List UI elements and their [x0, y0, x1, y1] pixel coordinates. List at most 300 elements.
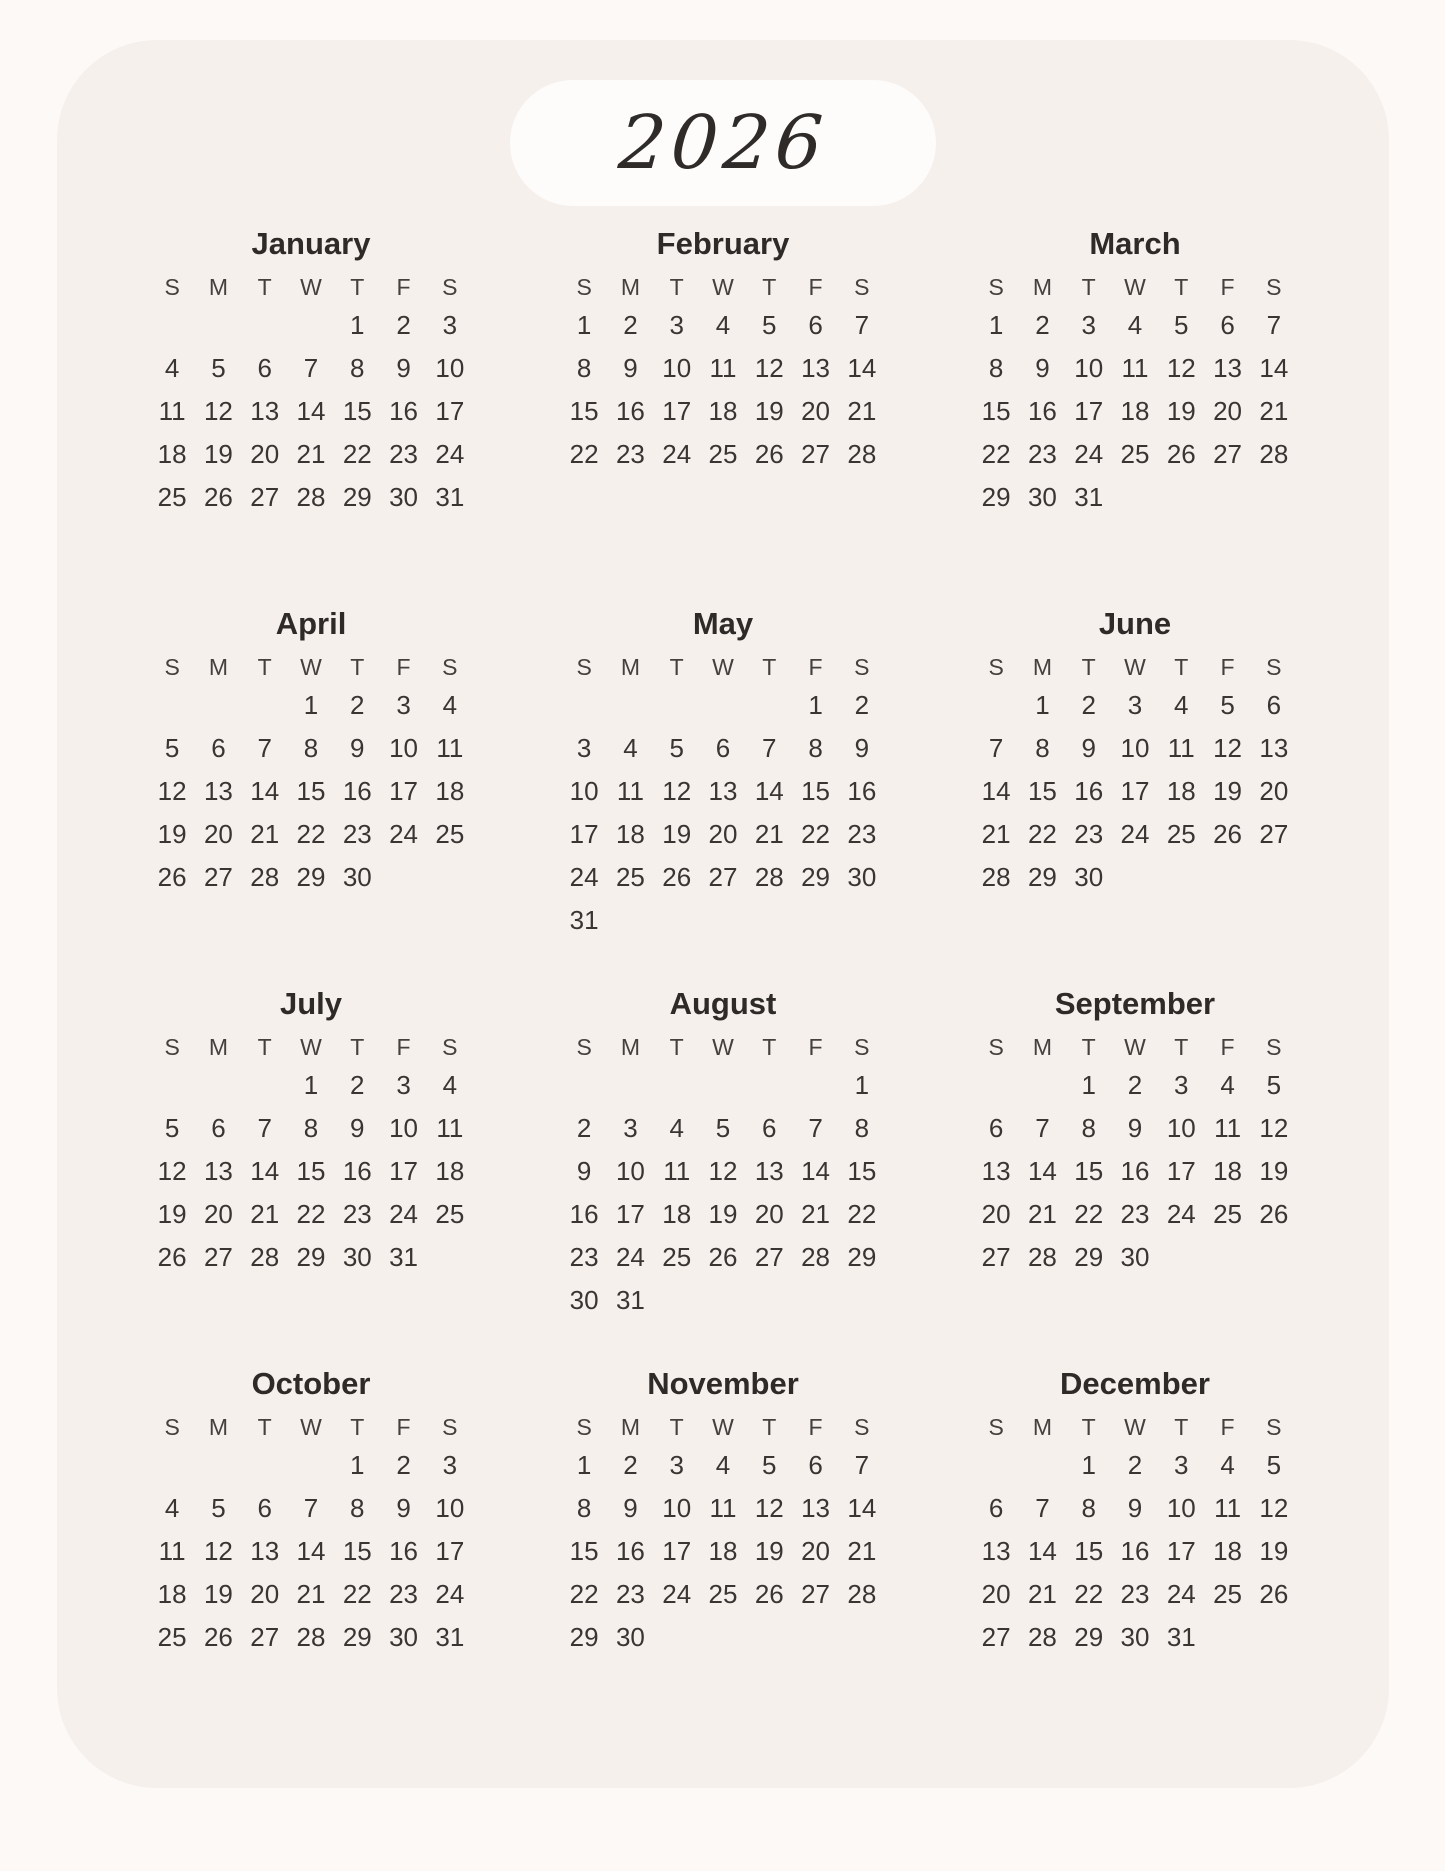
- day-cell: 23: [847, 819, 877, 849]
- day-cell: 7: [808, 1113, 823, 1143]
- day-cell: 9: [623, 353, 638, 383]
- day-cell: 23: [342, 819, 372, 849]
- day-cell: 25: [157, 482, 187, 512]
- day-cell: 2: [576, 1113, 592, 1143]
- day-cell-empty: [746, 899, 792, 942]
- day-cell: 25: [1213, 1579, 1243, 1609]
- day-cell: 10: [1074, 353, 1104, 383]
- day-cell: 10: [662, 353, 692, 383]
- day-cell: 17: [389, 1156, 419, 1186]
- day-cell: 22: [296, 819, 326, 849]
- day-cell-empty: [149, 1064, 195, 1107]
- day-cell: 11: [663, 1156, 691, 1186]
- day-cell: 16: [847, 776, 877, 806]
- day-cell: 16: [615, 1536, 645, 1566]
- day-cell: 16: [342, 1156, 372, 1186]
- day-cell: 23: [1074, 819, 1104, 849]
- day-cell: 4: [1220, 1070, 1235, 1100]
- day-cell: 24: [435, 439, 465, 469]
- day-cell: 2: [1035, 310, 1050, 340]
- day-cell: 20: [801, 396, 831, 426]
- day-cell: 8: [1081, 1113, 1096, 1143]
- months-grid: [57, 224, 1389, 1744]
- day-cell: 5: [211, 353, 226, 383]
- day-cell: 7: [1035, 1493, 1050, 1523]
- weekday-header: T: [669, 654, 684, 680]
- day-cell: 14: [801, 1156, 831, 1186]
- day-cell: 20: [203, 1199, 233, 1229]
- month-title: July: [279, 986, 343, 1021]
- day-cell: 30: [389, 482, 419, 512]
- day-cell: 10: [662, 1493, 692, 1523]
- month-title: August: [669, 986, 777, 1021]
- day-cell: 14: [1259, 353, 1289, 383]
- day-cell: 2: [350, 690, 365, 720]
- day-cell: 30: [615, 1622, 645, 1652]
- day-cell: 12: [1259, 1113, 1289, 1143]
- day-cell-empty: [700, 684, 746, 727]
- month-december: [973, 1364, 1297, 1744]
- weekday-header: T: [669, 1414, 684, 1440]
- day-cell: 2: [1081, 690, 1096, 720]
- day-cell-empty: [1204, 476, 1250, 519]
- month-title: October: [251, 1366, 371, 1401]
- day-cell: 4: [164, 353, 180, 383]
- day-cell: 21: [981, 819, 1011, 849]
- day-cell: 9: [854, 733, 870, 763]
- day-cell: 30: [1120, 1622, 1150, 1652]
- day-cell: 30: [389, 1622, 419, 1652]
- day-cell: 5: [762, 310, 777, 340]
- day-cell: 23: [1027, 439, 1057, 469]
- day-cell: 25: [615, 862, 645, 892]
- day-cell-empty: [1019, 1444, 1065, 1487]
- day-cell: 24: [1120, 819, 1150, 849]
- day-cell: 3: [396, 1070, 411, 1100]
- day-cell: 8: [303, 733, 319, 763]
- day-cell: 31: [569, 905, 599, 935]
- day-cell: 14: [250, 1156, 280, 1186]
- day-cell-empty: [746, 1279, 792, 1322]
- day-cell: 15: [847, 1156, 877, 1186]
- day-cell: 23: [389, 439, 419, 469]
- weekday-header: T: [669, 1034, 684, 1060]
- weekday-header: T: [350, 1034, 365, 1060]
- weekday-header: S: [1266, 274, 1282, 300]
- day-cell: 11: [709, 1493, 737, 1523]
- day-cell: 2: [623, 1450, 638, 1480]
- day-cell: 19: [157, 1199, 187, 1229]
- day-cell: 31: [1166, 1622, 1196, 1652]
- day-cell: 17: [1074, 396, 1104, 426]
- day-cell: 14: [981, 776, 1011, 806]
- day-cell: 22: [1074, 1579, 1104, 1609]
- day-cell: 26: [1259, 1579, 1289, 1609]
- weekday-header: W: [712, 1034, 734, 1060]
- weekday-header: T: [1174, 1034, 1189, 1060]
- day-cell: 7: [257, 1113, 272, 1143]
- day-cell-empty: [288, 1444, 334, 1487]
- day-cell: 26: [1166, 439, 1196, 469]
- day-cell: 21: [1027, 1199, 1057, 1229]
- day-cell: 12: [662, 776, 692, 806]
- day-cell-empty: [654, 1279, 700, 1322]
- day-cell: 26: [203, 1622, 233, 1652]
- day-cell-empty: [195, 304, 241, 347]
- days-grid: [149, 684, 473, 899]
- day-cell: 12: [1259, 1493, 1289, 1523]
- day-cell: 1: [303, 1070, 319, 1100]
- day-cell: 17: [435, 1536, 465, 1566]
- weekday-header-row: [561, 650, 885, 684]
- day-cell: 18: [435, 776, 465, 806]
- day-cell: 24: [569, 862, 599, 892]
- day-cell: 20: [250, 439, 280, 469]
- weekday-header: S: [164, 274, 180, 300]
- weekday-header: F: [1220, 1414, 1235, 1440]
- day-cell-empty: [380, 856, 426, 899]
- day-cell: 27: [1213, 439, 1243, 469]
- day-cell: 12: [157, 1156, 187, 1186]
- day-cell: 27: [203, 862, 233, 892]
- day-cell: 7: [303, 353, 319, 383]
- day-cell: 23: [1120, 1199, 1150, 1229]
- day-cell: 16: [1120, 1156, 1150, 1186]
- day-cell: 30: [342, 1242, 372, 1272]
- day-cell-empty: [607, 1064, 653, 1107]
- month-july: [149, 984, 473, 1364]
- day-cell: 27: [1259, 819, 1289, 849]
- day-cell-empty: [700, 899, 746, 942]
- month-april: [149, 604, 473, 984]
- day-cell-empty: [746, 684, 792, 727]
- day-cell: 2: [1127, 1450, 1143, 1480]
- day-cell: 24: [662, 439, 692, 469]
- weekday-header: M: [208, 654, 228, 680]
- weekday-header: T: [350, 654, 365, 680]
- day-cell: 31: [389, 1242, 419, 1272]
- weekday-header: S: [854, 274, 870, 300]
- day-cell: 1: [854, 1070, 870, 1100]
- weekday-header: W: [712, 1414, 734, 1440]
- weekday-header: S: [988, 274, 1004, 300]
- day-cell: 14: [847, 353, 877, 383]
- day-cell: 1: [576, 310, 592, 340]
- day-cell: 13: [801, 353, 831, 383]
- day-cell: 21: [754, 819, 784, 849]
- day-cell: 5: [715, 1113, 731, 1143]
- day-cell: 1: [350, 310, 365, 340]
- day-cell: 18: [435, 1156, 465, 1186]
- day-cell: 24: [389, 1199, 419, 1229]
- day-cell: 30: [569, 1285, 599, 1315]
- weekday-header: M: [1032, 274, 1052, 300]
- day-cell: 28: [1259, 439, 1289, 469]
- day-cell: 15: [569, 1536, 599, 1566]
- day-cell: 12: [1166, 353, 1196, 383]
- day-cell: 3: [623, 1113, 638, 1143]
- day-cell: 28: [801, 1242, 831, 1272]
- day-cell: 23: [342, 1199, 372, 1229]
- weekday-header: M: [1032, 1414, 1052, 1440]
- day-cell: 27: [754, 1242, 784, 1272]
- weekday-header: M: [620, 1034, 640, 1060]
- day-cell: 6: [808, 310, 823, 340]
- month-title: February: [656, 226, 790, 261]
- day-cell: 4: [1127, 310, 1143, 340]
- day-cell: 2: [854, 690, 870, 720]
- weekday-header-row: [973, 650, 1297, 684]
- day-cell: 7: [303, 1493, 319, 1523]
- day-cell: 16: [342, 776, 372, 806]
- day-cell: 25: [1166, 819, 1196, 849]
- day-cell: 6: [1220, 310, 1235, 340]
- day-cell: 29: [569, 1622, 599, 1652]
- day-cell-empty: [242, 1064, 288, 1107]
- day-cell: 19: [754, 396, 784, 426]
- day-cell: 13: [1259, 733, 1289, 763]
- day-cell: 24: [389, 819, 419, 849]
- days-grid: [561, 304, 885, 476]
- weekday-header: W: [1124, 1034, 1146, 1060]
- days-grid: [561, 1444, 885, 1659]
- day-cell: 2: [396, 1450, 411, 1480]
- month-june: [973, 604, 1297, 984]
- weekday-header: T: [1081, 274, 1096, 300]
- day-cell: 12: [708, 1156, 738, 1186]
- weekday-header: S: [164, 1034, 180, 1060]
- day-cell-empty: [149, 1444, 195, 1487]
- day-cell-empty: [1251, 1616, 1297, 1659]
- day-cell: 21: [250, 1199, 280, 1229]
- day-cell: 18: [157, 439, 187, 469]
- day-cell: 15: [569, 396, 599, 426]
- weekday-header-row: [561, 270, 885, 304]
- weekday-header: S: [1266, 1414, 1282, 1440]
- day-cell: 22: [1074, 1199, 1104, 1229]
- weekday-header: W: [1124, 1414, 1146, 1440]
- day-cell: 4: [623, 733, 638, 763]
- day-cell: 15: [801, 776, 831, 806]
- day-cell: 26: [754, 439, 784, 469]
- weekday-header-row: [149, 270, 473, 304]
- days-grid: [561, 1064, 885, 1322]
- day-cell: 8: [576, 1493, 592, 1523]
- month-august: [561, 984, 885, 1364]
- day-cell: 28: [1027, 1242, 1057, 1272]
- day-cell: 6: [257, 1493, 272, 1523]
- weekday-header: W: [300, 654, 322, 680]
- day-cell: 25: [1120, 439, 1150, 469]
- day-cell: 22: [569, 439, 599, 469]
- day-cell-empty: [195, 1064, 241, 1107]
- day-cell: 30: [847, 862, 877, 892]
- day-cell: 28: [754, 862, 784, 892]
- day-cell: 28: [1027, 1622, 1057, 1652]
- day-cell: 11: [1214, 1493, 1242, 1523]
- day-cell: 19: [754, 1536, 784, 1566]
- weekday-header: M: [620, 1414, 640, 1440]
- day-cell: 13: [203, 776, 233, 806]
- weekday-header: M: [1032, 654, 1052, 680]
- month-title: April: [275, 606, 347, 641]
- day-cell: 31: [435, 482, 465, 512]
- weekday-header: F: [1220, 654, 1235, 680]
- day-cell: 10: [435, 1493, 465, 1523]
- weekday-header: F: [396, 1034, 411, 1060]
- day-cell: 1: [1081, 1450, 1096, 1480]
- day-cell: 26: [754, 1579, 784, 1609]
- day-cell: 21: [296, 1579, 326, 1609]
- day-cell: 4: [1220, 1450, 1235, 1480]
- weekday-header: F: [808, 654, 823, 680]
- day-cell: 1: [988, 310, 1004, 340]
- weekday-header: T: [762, 274, 777, 300]
- day-cell: 18: [1166, 776, 1196, 806]
- month-title: May: [692, 606, 754, 641]
- weekday-header: T: [762, 1414, 777, 1440]
- weekday-header: S: [854, 654, 870, 680]
- day-cell: 21: [847, 396, 877, 426]
- day-cell: 7: [1266, 310, 1282, 340]
- day-cell: 11: [436, 733, 464, 763]
- day-cell: 30: [1074, 862, 1104, 892]
- day-cell-empty: [792, 1064, 838, 1107]
- day-cell: 20: [981, 1579, 1011, 1609]
- day-cell: 23: [615, 1579, 645, 1609]
- day-cell: 5: [1174, 310, 1189, 340]
- day-cell: 27: [250, 1622, 280, 1652]
- day-cell: 9: [396, 353, 411, 383]
- days-grid: [561, 684, 885, 942]
- day-cell: 20: [708, 819, 738, 849]
- day-cell: 11: [1167, 733, 1195, 763]
- day-cell: 7: [762, 733, 777, 763]
- day-cell: 14: [250, 776, 280, 806]
- year-badge: [510, 80, 936, 206]
- day-cell: 9: [350, 1113, 365, 1143]
- day-cell: 5: [1266, 1070, 1282, 1100]
- day-cell: 8: [1081, 1493, 1096, 1523]
- day-cell-empty: [195, 684, 241, 727]
- day-cell: 14: [1027, 1536, 1057, 1566]
- day-cell: 29: [981, 482, 1011, 512]
- day-cell: 19: [1259, 1156, 1289, 1186]
- day-cell: 24: [1166, 1199, 1196, 1229]
- day-cell: 18: [1120, 396, 1150, 426]
- day-cell: 16: [389, 1536, 419, 1566]
- weekday-header-row: [561, 1030, 885, 1064]
- day-cell-empty: [149, 684, 195, 727]
- day-cell: 4: [1174, 690, 1189, 720]
- day-cell: 22: [847, 1199, 877, 1229]
- day-cell: 14: [296, 1536, 326, 1566]
- day-cell-empty: [242, 684, 288, 727]
- day-cell: 15: [1027, 776, 1057, 806]
- month-january: [149, 224, 473, 604]
- month-february: [561, 224, 885, 604]
- weekday-header: T: [669, 274, 684, 300]
- day-cell: 2: [396, 310, 411, 340]
- day-cell: 25: [1213, 1199, 1243, 1229]
- weekday-header: T: [1174, 1414, 1189, 1440]
- day-cell: 21: [1027, 1579, 1057, 1609]
- weekday-header: S: [988, 1034, 1004, 1060]
- day-cell: 9: [1035, 353, 1050, 383]
- day-cell: 7: [257, 733, 272, 763]
- day-cell: 29: [342, 1622, 372, 1652]
- day-cell: 8: [350, 353, 365, 383]
- day-cell: 15: [981, 396, 1011, 426]
- weekday-header-row: [149, 1410, 473, 1444]
- weekday-header: S: [442, 274, 458, 300]
- day-cell: 15: [296, 776, 326, 806]
- day-cell: 4: [715, 1450, 731, 1480]
- weekday-header: T: [1081, 1034, 1096, 1060]
- day-cell: 1: [350, 1450, 365, 1480]
- day-cell: 26: [203, 482, 233, 512]
- day-cell: 28: [981, 862, 1011, 892]
- days-grid: [149, 304, 473, 519]
- day-cell: 7: [988, 733, 1004, 763]
- month-november: [561, 1364, 885, 1744]
- weekday-header: M: [620, 654, 640, 680]
- day-cell: 27: [203, 1242, 233, 1272]
- day-cell: 17: [662, 396, 692, 426]
- day-cell: 30: [1120, 1242, 1150, 1272]
- day-cell-empty: [607, 899, 653, 942]
- days-grid: [973, 684, 1297, 899]
- day-cell: 3: [669, 1450, 684, 1480]
- day-cell-empty: [792, 1279, 838, 1322]
- day-cell: 2: [350, 1070, 365, 1100]
- weekday-header: T: [257, 1034, 272, 1060]
- day-cell: 29: [1074, 1622, 1104, 1652]
- weekday-header: M: [1032, 1034, 1052, 1060]
- day-cell: 17: [1166, 1536, 1196, 1566]
- day-cell: 5: [1220, 690, 1235, 720]
- day-cell: 17: [389, 776, 419, 806]
- weekday-header-row: [973, 1410, 1297, 1444]
- day-cell: 23: [615, 439, 645, 469]
- day-cell-empty: [654, 684, 700, 727]
- weekday-header: F: [396, 274, 411, 300]
- day-cell: 16: [615, 396, 645, 426]
- month-october: [149, 1364, 473, 1744]
- day-cell: 2: [1127, 1070, 1143, 1100]
- day-cell: 10: [389, 1113, 419, 1143]
- day-cell-empty: [973, 684, 1019, 727]
- day-cell: 27: [981, 1622, 1011, 1652]
- day-cell: 24: [435, 1579, 465, 1609]
- days-grid: [973, 304, 1297, 519]
- day-cell: 18: [1213, 1156, 1243, 1186]
- day-cell-empty: [1112, 856, 1158, 899]
- day-cell: 6: [257, 353, 272, 383]
- day-cell: 20: [1259, 776, 1289, 806]
- weekday-header: W: [1124, 654, 1146, 680]
- weekday-header: F: [1220, 274, 1235, 300]
- weekday-header-row: [973, 1030, 1297, 1064]
- month-title: September: [1054, 986, 1216, 1021]
- day-cell: 18: [662, 1199, 692, 1229]
- day-cell-empty: [242, 1444, 288, 1487]
- day-cell: 8: [576, 353, 592, 383]
- day-cell: 10: [1166, 1493, 1196, 1523]
- day-cell: 24: [1074, 439, 1104, 469]
- day-cell: 8: [303, 1113, 319, 1143]
- day-cell: 3: [396, 690, 411, 720]
